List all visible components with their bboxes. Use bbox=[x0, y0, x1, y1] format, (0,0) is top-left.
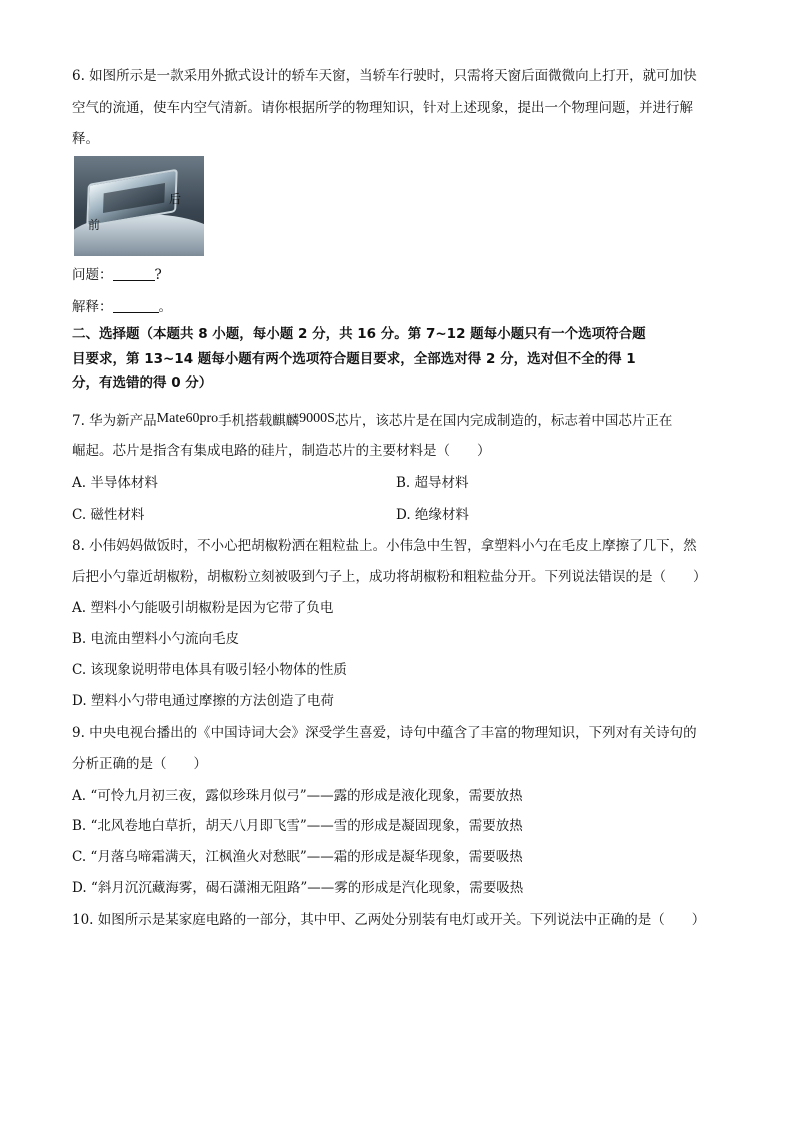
q6-explain-line bbox=[72, 297, 172, 317]
q7-text-part3: 芯片，该芯片是在国内完成制造的，标志着中国芯片正在 bbox=[334, 413, 673, 429]
q9-option-b: B. “北风卷地白草折，胡天八月即飞雪”——雪的形成是凝固现象，需要放热 bbox=[72, 818, 523, 834]
q6-line-1: 6. 如图所示是一款采用外掀式设计的轿车天窗，当轿车行驶时，只需将天窗后面微微向上打开，就可加快 bbox=[72, 68, 697, 84]
section2-heading-line-3: 分，有选错的得 0 分） bbox=[72, 375, 213, 391]
q7-option-a: A. 半导体材料 bbox=[72, 475, 158, 491]
label-back: 后 bbox=[169, 192, 182, 206]
question-end: ? bbox=[154, 267, 162, 283]
q9-line-1: 9. 中央电视台播出的《中国诗词大会》深受学生喜爱，诗句中蕴含了丰富的物理知识，下列对有关诗句的 bbox=[72, 725, 697, 741]
q7-text-part1: 7. 华为新产品 bbox=[72, 413, 157, 429]
q9-option-a: A. “可怜九月初三夜，露似珍珠月似弓”——露的形成是液化现象，需要放热 bbox=[72, 788, 523, 804]
q9-line-2: 分析正确的是（ ） bbox=[72, 756, 207, 772]
q9-option-c: C. “月落乌啼霜满天，江枫渔火对愁眠”——霜的形成是凝华现象，需要吸热 bbox=[72, 849, 523, 865]
explain-end: 。 bbox=[158, 299, 172, 315]
q10-line-1: 10. 如图所示是某家庭电路的一部分，其中甲、乙两处分别装有电灯或开关。下列说法中正确的是（ ） bbox=[72, 912, 706, 928]
q8-option-c: C. 该现象说明带电体具有吸引轻小物体的性质 bbox=[72, 662, 347, 678]
q7-option-b: B. 超导材料 bbox=[396, 475, 469, 491]
q9-option-d: D. “斜月沉沉藏海雾，碣石潇湘无阻路”——雾的形成是汽化现象，需要吸热 bbox=[72, 880, 524, 896]
label-front: 前 bbox=[88, 218, 101, 232]
q7-line-1 bbox=[72, 409, 672, 431]
q6-line-2: 空气的流通，使车内空气清新。请你根据所学的物理知识，针对上述现象，提出一个物理问题，并进行解 bbox=[72, 100, 693, 116]
q7-option-d: D. 绝缘材料 bbox=[396, 507, 469, 523]
q7-chip-name: 9000S bbox=[299, 411, 335, 426]
q6-line-3: 释。 bbox=[72, 131, 99, 147]
question-label: 问题： bbox=[72, 267, 113, 283]
q7-option-c: C. 磁性材料 bbox=[72, 507, 145, 523]
q8-option-d: D. 塑料小勺带电通过摩擦的方法创造了电荷 bbox=[72, 693, 334, 709]
sunroof-photo bbox=[74, 156, 204, 256]
section2-heading-line-1: 二、选择题（本题共 8 小题，每小题 2 分，共 16 分。第 7~12 题每小题只有一个选项符合题 bbox=[72, 326, 646, 342]
q7-model-name: Mate60pro bbox=[156, 411, 219, 426]
q8-option-a: A. 塑料小勺能吸引胡椒粉是因为它带了负电 bbox=[72, 600, 334, 616]
q8-line-2: 后把小勺靠近胡椒粉，胡椒粉立刻被吸到勺子上，成功将胡椒粉和粗粒盐分开。下列说法错误的是（ ） bbox=[72, 569, 707, 585]
explain-label: 解释： bbox=[72, 299, 113, 315]
question-blank bbox=[113, 266, 155, 281]
section2-heading-line-2: 目要求，第 13~14 题每小题有两个选项符合题目要求，全部选对得 2 分，选对但不全的得 1 bbox=[72, 351, 636, 367]
q6-question-line bbox=[72, 265, 162, 285]
q7-line-2: 崛起。芯片是指含有集成电路的硅片，制造芯片的主要材料是（ ） bbox=[72, 443, 491, 459]
q8-option-b: B. 电流由塑料小勺流向毛皮 bbox=[72, 631, 240, 647]
explain-blank bbox=[113, 298, 159, 313]
q7-text-part2: 手机搭载麒麟 bbox=[218, 413, 300, 429]
q8-line-1: 8. 小伟妈妈做饭时，不小心把胡椒粉洒在粗粒盐上。小伟急中生智，拿塑料小勺在毛皮上摩擦了几下，然 bbox=[72, 538, 697, 554]
